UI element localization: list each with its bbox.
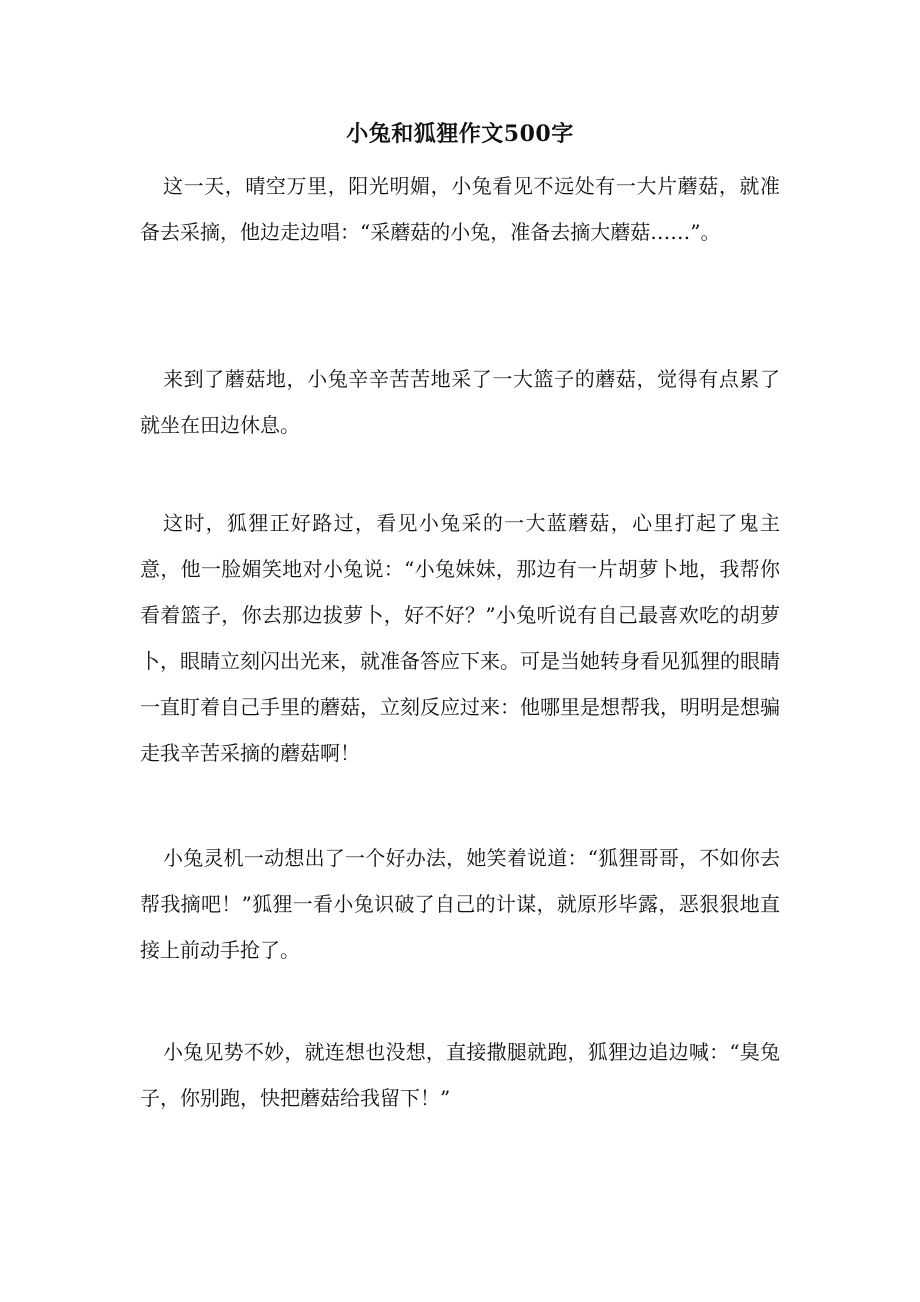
paragraph-1: 这一天，晴空万里，阳光明媚，小兔看见不远处有一大片蘑菇，就准备去采摘，他边走边唱：“采蘑菇的小兔，准备去摘大蘑菇……”。 — [140, 174, 780, 244]
document-title: 小兔和狐狸作文500字 — [346, 121, 574, 147]
paragraph-2: 来到了蘑菇地，小兔辛辛苦苦地采了一大篮子的蘑菇，觉得有点累了就坐在田边休息。 — [140, 367, 780, 437]
paragraph-5: 小兔见势不妙，就连想也没想，直接撒腿就跑，狐狸边追边喊：“臭兔子，你别跑，快把蘑菇给我留下！” — [140, 1040, 780, 1110]
paragraph-4: 小兔灵机一动想出了一个好办法，她笑着说道：“狐狸哥哥，不如你去帮我摘吧！”狐狸一看小兔识破了自己的计谋，就原形毕露，恶狠狠地直接上前动手抢了。 — [140, 846, 780, 962]
paragraph-3: 这时，狐狸正好路过，看见小兔采的一大蓝蘑菇，心里打起了鬼主意，他一脸媚笑地对小兔说：“小兔妹妹，那边有一片胡萝卜地，我帮你看着篮子，你去那边拔萝卜，好不好？”小兔听说有自己最喜欢吃的胡萝卜，眼睛立刻闪出光来，就准备答应下来。可是当她转身看见狐狸的眼睛一直盯着自己手里的蘑菇，立刻反应过来：他哪里是想帮我，明明是想骗走我辛苦采摘的蘑菇啊！ — [140, 511, 780, 765]
